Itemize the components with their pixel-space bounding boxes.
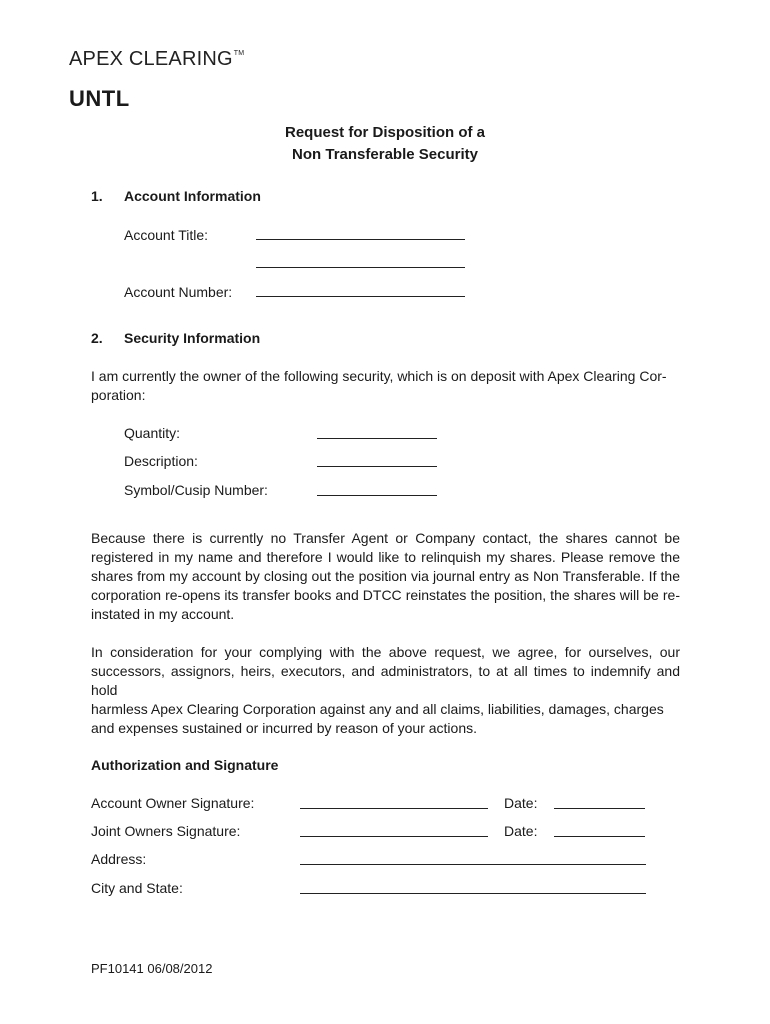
- trademark-mark: TM: [233, 50, 245, 57]
- owner-date-label: Date:: [504, 795, 538, 811]
- disposition-paragraph: [91, 529, 680, 624]
- account-number-field[interactable]: [256, 296, 465, 297]
- account-number-label: Account Number:: [124, 284, 233, 300]
- paragraph-line: and expenses sustained or incurred by reason of your actions.: [91, 720, 478, 736]
- joint-signature-label: Joint Owners Signature:: [91, 823, 241, 839]
- document-title-line-1: Request for Disposition of a: [284, 124, 485, 141]
- joint-date-label: Date:: [504, 823, 538, 839]
- joint-date-field[interactable]: [554, 836, 645, 837]
- city-state-label: City and State:: [91, 880, 183, 896]
- indemnity-paragraph: [91, 643, 680, 738]
- symbol-cusip-label: Symbol/Cusip Number:: [124, 482, 268, 498]
- paragraph-line: corporation re-opens its transfer books and DTCC reinstates the position, the shares will be re-: [91, 587, 680, 603]
- section-2-heading: Security Information: [124, 330, 261, 346]
- description-label: Description:: [124, 453, 198, 469]
- quantity-field[interactable]: [317, 438, 437, 439]
- form-code: UNTL: [69, 86, 130, 111]
- quantity-label: Quantity:: [124, 425, 181, 441]
- paragraph-line: registered in my name and therefore I would like to relinquish my shares. Please remove the: [91, 549, 680, 565]
- paragraph-line: shares from my account by closing out the position via journal entry as Non Transferable. If the: [91, 568, 680, 584]
- owner-date-field[interactable]: [554, 808, 645, 809]
- paragraph-line: successors, assignors, heirs, executors, and administrators, to at all times to indemnify and hold: [91, 663, 680, 698]
- brand-logo: [69, 48, 244, 71]
- section-1-number: 1.: [91, 188, 103, 204]
- address-field[interactable]: [300, 864, 646, 865]
- joint-signature-field[interactable]: [300, 836, 488, 837]
- account-title-field-line-2[interactable]: [256, 267, 465, 268]
- form-footer-code: PF10141 06/08/2012: [91, 961, 213, 976]
- paragraph-line: In consideration for your complying with the above request, we agree, for ourselves, our: [91, 644, 680, 660]
- section-2-number: 2.: [91, 330, 103, 346]
- address-label: Address:: [91, 851, 147, 867]
- section-1-heading: Account Information: [124, 188, 261, 204]
- owner-signature-field[interactable]: [300, 808, 488, 809]
- symbol-cusip-field[interactable]: [317, 495, 437, 496]
- authorization-heading: Authorization and Signature: [91, 757, 279, 773]
- owner-signature-label: Account Owner Signature:: [91, 795, 255, 811]
- account-title-label: Account Title:: [124, 227, 209, 243]
- city-state-field[interactable]: [300, 893, 646, 894]
- document-title-line-2: Non Transferable Security: [292, 146, 478, 163]
- paragraph-line: instated in my account.: [91, 606, 235, 622]
- account-title-field[interactable]: [256, 239, 465, 240]
- paragraph-line: harmless Apex Clearing Corporation against any and all claims, liabilities, damages, charges: [91, 701, 664, 717]
- description-field[interactable]: [317, 466, 437, 467]
- security-intro-line-2: poration:: [91, 387, 146, 403]
- brand-name: APEX CLEARING: [69, 48, 233, 70]
- security-intro-line-1: I am currently the owner of the following security, which is on deposit with Apex Clearing Cor-: [91, 368, 667, 384]
- paragraph-line: Because there is currently no Transfer Agent or Company contact, the shares cannot be: [91, 530, 680, 546]
